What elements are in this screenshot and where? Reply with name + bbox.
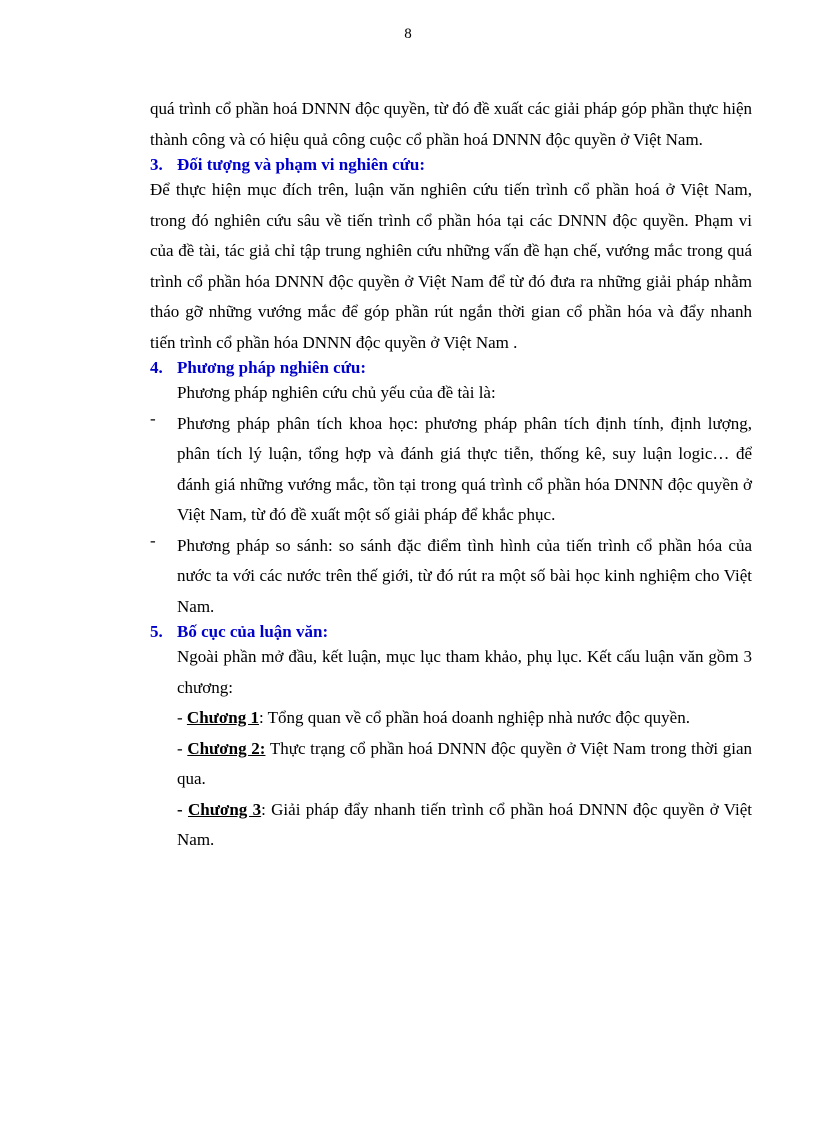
intro-paragraph: quá trình cổ phần hoá DNNN độc quyền, từ đó đề xuất các giải pháp góp phần thực hiện thành công và có hiệu quả công cuộc cổ phần hoá DNNN độc quyền ở Việt Nam. <box>150 99 752 149</box>
section-4-title: Phương pháp nghiên cứu: <box>177 358 367 377</box>
chapter-separator: : <box>261 799 272 819</box>
bullet-text: Phương pháp phân tích khoa học: phương pháp phân tích định tính, định lượng, phân tích lý luận, tổng hợp và đánh giá thực tiễn, thống kê, suy luận logic… để đánh giá những vướng mắc, tồn tại trong quá trình cổ phần hóa DNNN độc quyền ở Việt Nam, từ đó đề xuất một số giải pháp để khắc phục. <box>177 413 752 524</box>
bullet-text: Phương pháp so sánh: so sánh đặc điểm tình hình của tiến trình cổ phần hóa của nước ta với các nước trên thế giới, từ đó rút ra một số bài học kinh nghiệm cho Việt Nam. <box>177 535 752 616</box>
page-content <box>150 94 752 856</box>
section-4-number: 4. <box>150 358 163 377</box>
list-item <box>150 531 752 623</box>
section-5-intro: Ngoài phần mở đầu, kết luận, mục lục tham khảo, phụ lục. Kết cấu luận văn gồm 3 chương: <box>177 647 752 697</box>
chapter-1-label: Chương 1 <box>186 708 259 727</box>
chapter-2-line <box>150 734 752 795</box>
chapter-3-text: Giải pháp đẩy nhanh tiến trình cổ phần hoá DNNN độc quyền ở Việt Nam. <box>177 799 752 849</box>
section-3-number: 3. <box>150 155 163 174</box>
chapter-3-label: Chương 3 <box>187 799 262 819</box>
chapter-2-label: Chương 2: <box>187 738 266 758</box>
section-4-heading <box>150 358 752 378</box>
chapter-2-text: Thực trạng cổ phần hoá DNNN độc quyền ở Việt Nam trong thời gian qua. <box>177 738 752 788</box>
section-5-title: Bố cục của luận văn: <box>177 622 329 641</box>
list-item <box>150 409 752 531</box>
chapter-dash: - <box>177 738 188 758</box>
section-3-body: Để thực hiện mục đích trên, luận văn nghiên cứu tiến trình cổ phần hoá ở Việt Nam, trong đó nghiên cứu sâu về tiến trình cổ phần hóa tại các DNNN độc quyền. Phạm vi của đề tài, tác giả chỉ tập trung nghiên cứu những vấn đề hạn chế, vướng mắc trong quá trình cổ phần hóa DNNN độc quyền ở Việt Nam để từ đó đưa ra những giải pháp nhằm tháo gỡ những vướng mắc để góp phần rút ngắn thời gian cổ phần hóa và đẩy nhanh tiến trình cổ phần hóa DNNN độc quyền ở Việt Nam . <box>150 180 752 352</box>
chapter-separator: : <box>258 708 268 727</box>
bullet-dash: - <box>150 530 156 550</box>
section-3-heading <box>150 155 752 175</box>
section-5-number: 5. <box>150 622 163 641</box>
bullet-dash: - <box>150 408 156 428</box>
section-3-title: Đối tượng và phạm vi nghiên cứu: <box>177 155 426 174</box>
chapter-dash: - <box>177 799 188 819</box>
chapter-dash: - <box>177 708 187 727</box>
section-5-heading <box>150 622 752 642</box>
chapter-1-line <box>150 703 752 734</box>
chapter-3-line <box>150 795 752 856</box>
chapter-1-text: Tổng quan về cổ phần hoá doanh nghiệp nhà nước độc quyền. <box>267 708 690 727</box>
section-4-intro: Phương pháp nghiên cứu chủ yếu của đề tài là: <box>177 383 496 402</box>
page-number: 8 <box>404 26 412 42</box>
